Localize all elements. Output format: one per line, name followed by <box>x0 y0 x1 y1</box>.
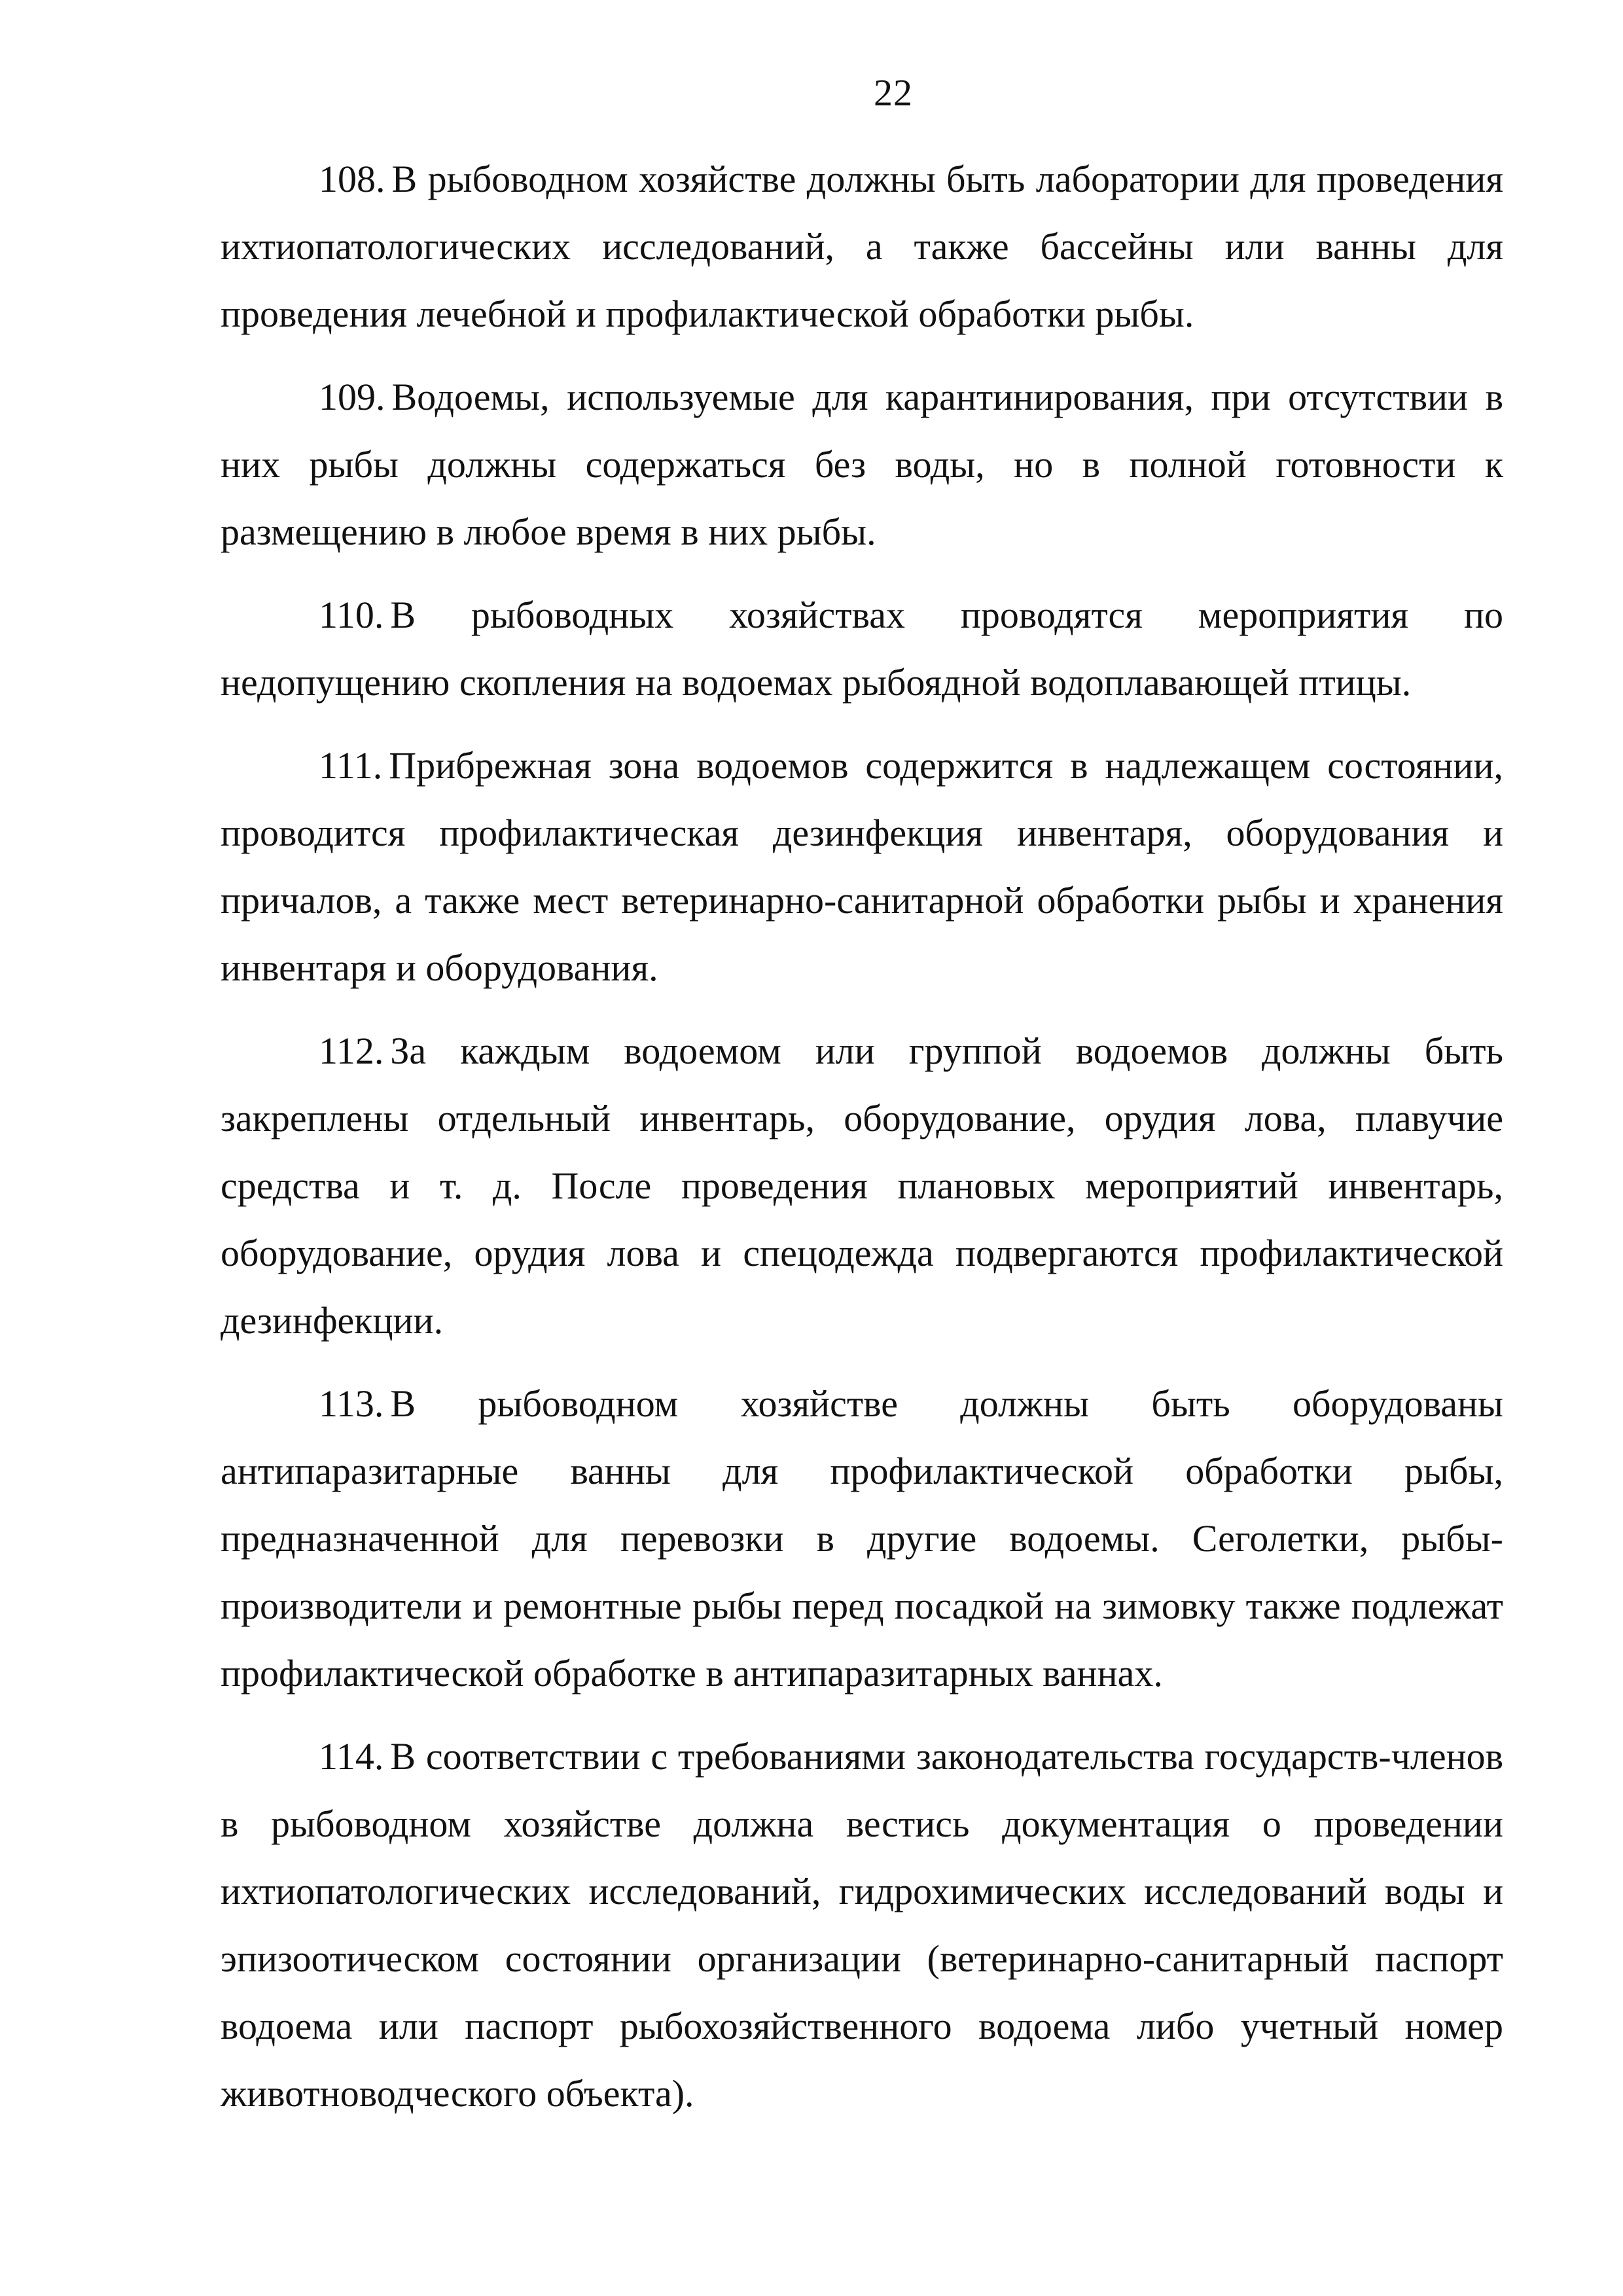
paragraph-number: 108. <box>319 158 385 200</box>
paragraph-111 <box>221 732 1503 1001</box>
document-body <box>221 145 1503 2143</box>
paragraph-number: 111. <box>319 744 383 787</box>
paragraph-number: 113. <box>319 1382 384 1425</box>
paragraph-text: Прибрежная зона водоемов содержится в надлежащем состоянии, проводится профилактическая дезинфекция инвентаря, оборудования и причалов, а также мест ветеринарно-санитарной обработки рыбы и хранения инвентаря и оборудования. <box>221 744 1503 989</box>
paragraph-number: 109. <box>319 376 385 418</box>
paragraph-text: За каждым водоемом или группой водоемов должны быть закреплены отдельный инвентарь, оборудование, орудия лова, плавучие средства и т. д. После проведения плановых мероприятий инвентарь, оборудование, орудия лова и спецодежда подвергаются профилактической дезинфекции. <box>221 1030 1503 1342</box>
paragraph-108 <box>221 145 1503 348</box>
paragraph-text: В соответствии с требованиями законодательства государств-членов в рыбоводном хозяйстве должна вестись документация о проведении ихтиопатологических исследований, гидрохимических исследований воды и эпизоотическом состоянии организации (ветеринарно-санитарный паспорт водоема или паспорт рыбохозяйственного водоема либо учетный номер животноводческого объекта). <box>221 1735 1503 2115</box>
paragraph-text: В рыбоводном хозяйстве должны быть лаборатории для проведения ихтиопатологических исследований, а также бассейны или ванны для проведения лечебной и профилактической обработки рыбы. <box>221 158 1503 335</box>
paragraph-112 <box>221 1017 1503 1354</box>
paragraph-number: 110. <box>319 594 384 636</box>
paragraph-110 <box>221 581 1503 716</box>
paragraph-109 <box>221 363 1503 565</box>
paragraph-number: 114. <box>319 1735 384 1778</box>
paragraph-number: 112. <box>319 1030 384 1072</box>
paragraph-text: В рыбоводных хозяйствах проводятся мероприятия по недопущению скопления на водоемах рыбоядной водоплавающей птицы. <box>221 594 1503 704</box>
paragraph-text: В рыбоводном хозяйстве должны быть оборудованы антипаразитарные ванны для профилактической обработки рыбы, предназначенной для перевозки в другие водоемы. Сеголетки, рыбы-производители и ремонтные рыбы перед посадкой на зимовку также подлежат профилактической обработке в антипаразитарных ваннах. <box>221 1382 1503 1695</box>
paragraph-text: Водоемы, используемые для карантинирования, при отсутствии в них рыбы должны содержаться без воды, но в полной готовности к размещению в любое время в них рыбы. <box>221 376 1503 553</box>
page-number: 22 <box>874 71 913 114</box>
paragraph-114 <box>221 1723 1503 2127</box>
paragraph-113 <box>221 1370 1503 1707</box>
